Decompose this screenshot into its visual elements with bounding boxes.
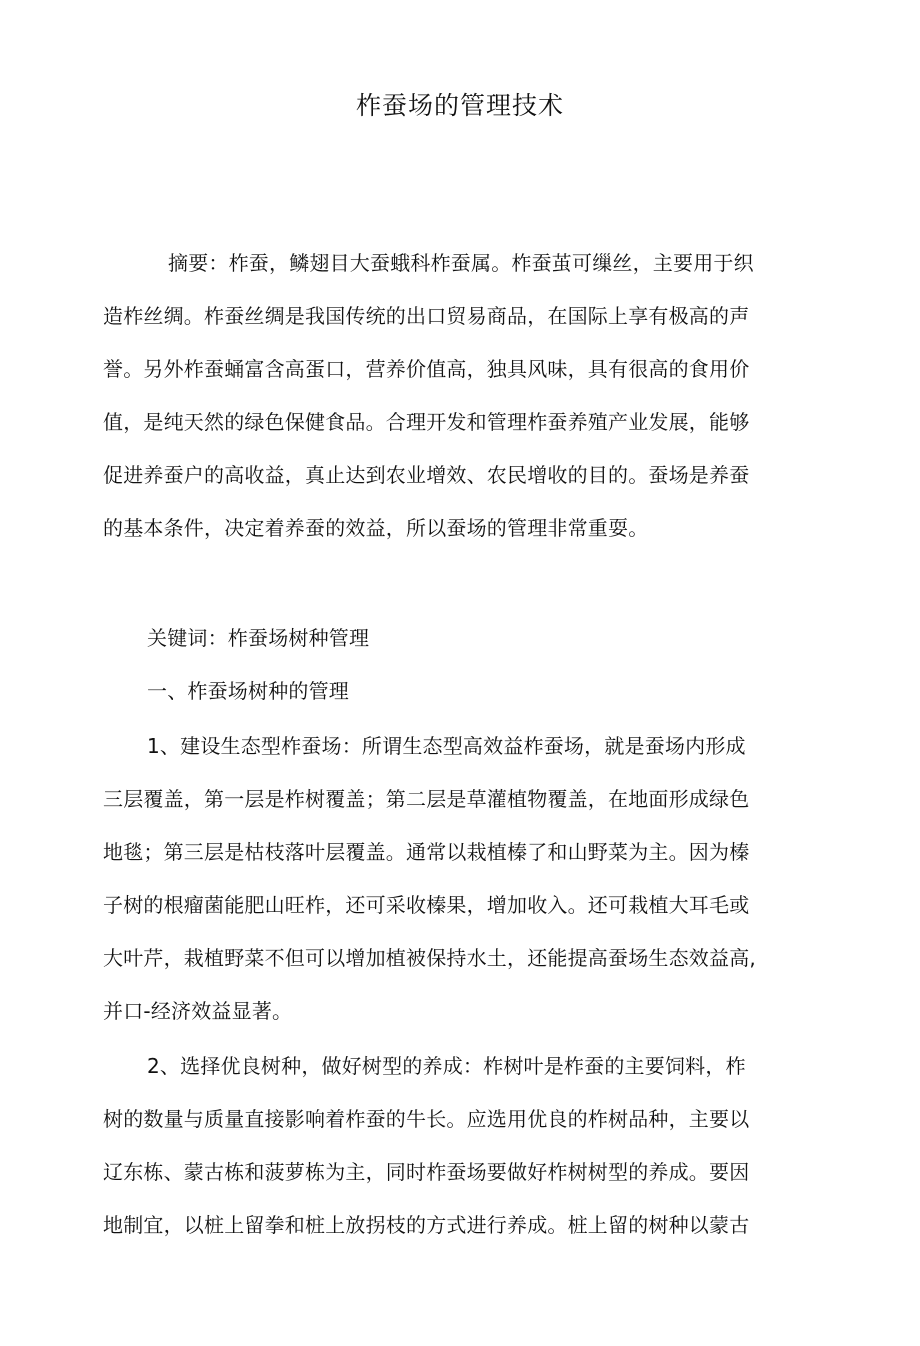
abstract-line: 的基本条件，决定着养蚕的效益，所以蚕场的管理非常重耍。 (103, 516, 649, 540)
keywords-line: 关键词：柞蚕场树种管理 (147, 626, 370, 650)
item2-line: 2、选择优良树种，做好树型的养成：柞树叶是柞蚕的主要饲料，柞 (147, 1054, 746, 1078)
item2-line: 树的数量与质量直接影响着柞蚕的牛长。应选用优良的柞树品种，主要以 (103, 1107, 750, 1131)
item2-line: 辽东栋、蒙古栋和菠萝栋为主，同时柞蚕场要做好柞树树型的养成。要因 (103, 1160, 750, 1184)
document-title: 柞蚕场的管理技术 (355, 91, 564, 120)
item1-line: 子树的根瘤菌能肥山旺柞，还可采收榛果，增加收入。还可栽植大耳毛或 (103, 893, 750, 917)
item1-line: 大叶芹，栽植野菜不但可以增加植被保持水土，还能提高蚕场生态效益高, (103, 946, 756, 970)
abstract-line: 促进养蚕户的高收益，真止达到农业增效、农民增收的目的。蚕场是养蚕 (103, 463, 750, 487)
abstract-line: 摘要：柞蚕，鳞翅目大蚕蛾科柞蚕属。柞蚕茧可缫丝，主要用于织 (168, 251, 754, 275)
item2-line: 地制宜，以桩上留拳和桩上放拐枝的方式进行养成。桩上留的树种以蒙古 (103, 1213, 750, 1237)
item1-line: 并口-经济效益显著。 (103, 999, 293, 1023)
item1-line: 三层覆盖，第一层是柞树覆盖；第二层是草灌植物覆盖，在地面形成绿色 (103, 787, 750, 811)
abstract-line: 造柞丝绸。柞蚕丝绸是我国传统的出口贸易商品，在国际上享有极高的声 (103, 304, 750, 328)
item1-line: 1、建设生态型柞蚕场：所谓生态型高效益柞蚕场，就是蚕场内形成 (147, 734, 746, 758)
abstract-line: 誉。另外柞蚕蛹富含高蛋口，营养价值高，独具风味，具有很高的食用价 (103, 357, 750, 381)
section-heading: 一、柞蚕场树种的管理 (147, 679, 349, 703)
item1-line: 地毯；第三层是枯枝落叶层覆盖。通常以栽植榛了和山野菜为主。因为榛 (103, 840, 750, 864)
abstract-line: 值，是纯天然的绿色保健食品。合理开发和管理柞蚕养殖产业发展，能够 (103, 410, 750, 434)
